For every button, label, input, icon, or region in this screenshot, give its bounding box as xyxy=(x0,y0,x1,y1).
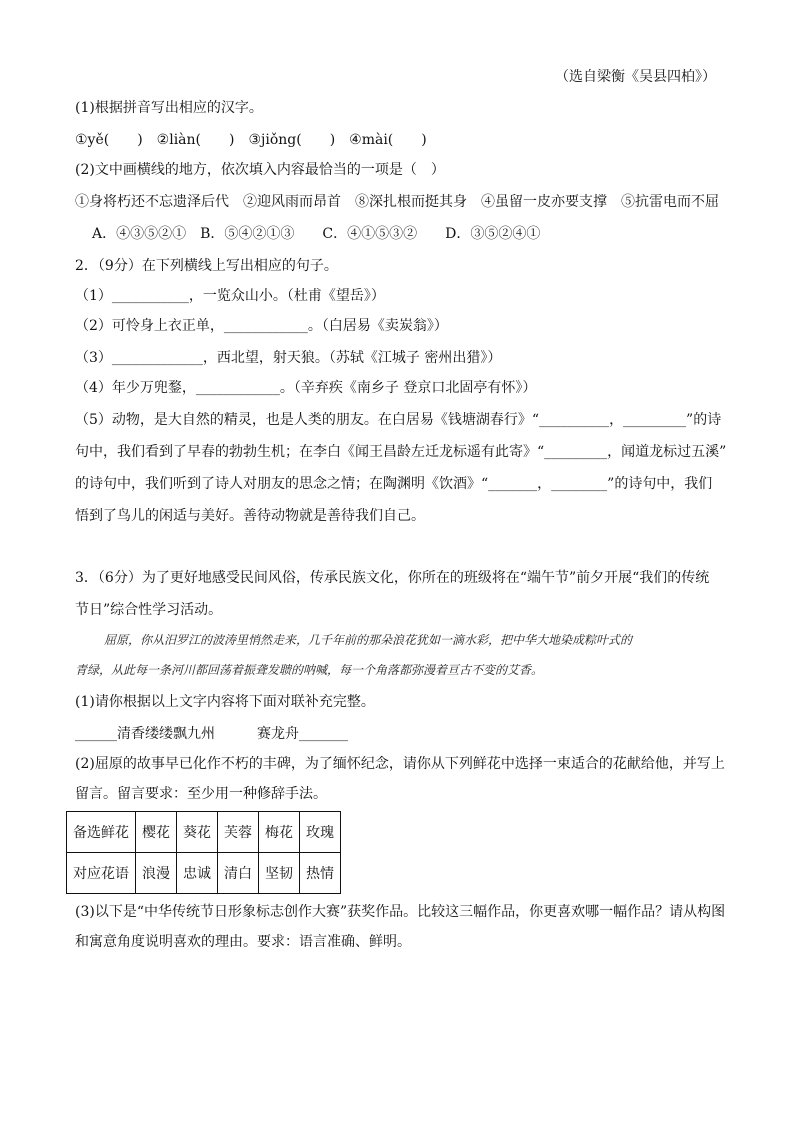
table-cell: 梅花 xyxy=(259,812,300,853)
flower-table xyxy=(66,811,341,894)
q2-title: 2．（9分）在下列横线上写出相应的句子。 xyxy=(75,258,338,274)
q3-part3-cont: 和寓意角度说明喜欢的理由。要求：语言准确、鲜明。 xyxy=(75,934,411,950)
q2-item5-line: 悟到了鸟儿的闲适与美好。善待动物就是善待我们自己。 xyxy=(75,508,425,524)
q2-item: （1）___________，一览众山小。（杜甫《望岳》） xyxy=(75,288,385,304)
table-cell: 葵花 xyxy=(177,812,218,853)
q2-item: （2）可怜身上衣正单，____________。（白居易《卖炭翁》） xyxy=(75,318,448,334)
table-row xyxy=(67,812,341,853)
q1-choices: A．④③⑤②① B．⑤④②①③ C．④①⑤③② D．③⑤②④① xyxy=(92,226,541,242)
table-cell: 玫瑰 xyxy=(300,812,341,853)
q1-part1: (1)根据拼音写出相应的汉字。 xyxy=(75,100,263,116)
q3-couplet: ______清香缕缕飘九州 赛龙舟_______ xyxy=(75,726,348,742)
table-cell: 芙蓉 xyxy=(218,812,259,853)
table-cell: 忠诚 xyxy=(177,853,218,894)
q3-part2-cont: 留言。留言要求：至少用一种修辞手法。 xyxy=(75,786,327,802)
table-cell: 备选鲜花 xyxy=(67,812,136,853)
q2-item5-line: （5）动物，是大自然的精灵，也是人类的朋友。在白居易《钱塘湖春行》“__________，_________”的诗 xyxy=(75,412,722,428)
q1-phrases: ①身将朽还不忘遗泽后代 ②迎风雨而昂首 ⑧深扎根而挺其身 ④虽留一皮亦要支撑 ⑤抗雷电而不屈 xyxy=(75,194,719,210)
table-cell: 对应花语 xyxy=(67,853,136,894)
q3-passage: 青绿，从此每一条河川都回荡着振聋发聩的呐喊，每一个角落都弥漫着亘古不变的艾香。 xyxy=(75,663,544,677)
table-cell: 热情 xyxy=(300,853,341,894)
table-row xyxy=(67,853,341,894)
q3-part2: (2)屈原的故事早已化作不朽的丰碑，为了缅怀纪念，请你从下列鲜花中选择一束适合的花献给他，并写上 xyxy=(75,756,725,772)
table-cell: 浪漫 xyxy=(136,853,177,894)
q3-title-cont: 节日”综合性学习活动。 xyxy=(75,602,223,618)
q3-part3: (3)以下是“中华传统节日形象标志创作大赛”获奖作品。比较这三幅作品，你更喜欢哪一幅作品？请从构图 xyxy=(75,904,726,920)
q3-passage: 屈原，你从汨罗江的波涛里悄然走来，几千年前的那朵浪花犹如一滴水彩，把中华大地染成粽叶式的 xyxy=(104,633,633,647)
q2-item5-line: 的诗句中，我们听到了诗人对朋友的思念之情；在陶渊明《饮酒》“_______，________”的诗句中，我们 xyxy=(75,476,713,492)
table-cell: 坚韧 xyxy=(259,853,300,894)
q2-item: （4）年少万兜鍪，____________。（辛弃疾《南乡子 登京口北固亭有怀》） xyxy=(75,380,537,396)
q3-part1: (1)请你根据以上文字内容将下面对联补充完整。 xyxy=(75,694,375,710)
q2-item5-line: 句中，我们看到了早春的勃勃生机；在李白《闻王昌龄左迁龙标遥有此寄》“_________，闻道龙标过五溪” xyxy=(75,444,727,460)
table-cell: 樱花 xyxy=(136,812,177,853)
q3-title: 3．（6分）为了更好地感受民间风俗，传承民族文化，你所在的班级将在“端午节”前夕开展“我们的传统 xyxy=(75,570,710,586)
table-cell: 清白 xyxy=(218,853,259,894)
q2-item: （3）_____________，西北望，射天狼。（苏轼《江城子 密州出猎》） xyxy=(75,350,502,366)
source-note: （选自梁衡《吴县四柏》） xyxy=(555,69,716,85)
q1-part2: (2)文中画横线的地方，依次填入内容最恰当的一项是（ ） xyxy=(75,162,445,178)
q1-pinyin: ①yě( ) ②liàn( ) ③jiǒng( ) ④mài( ) xyxy=(75,132,427,148)
